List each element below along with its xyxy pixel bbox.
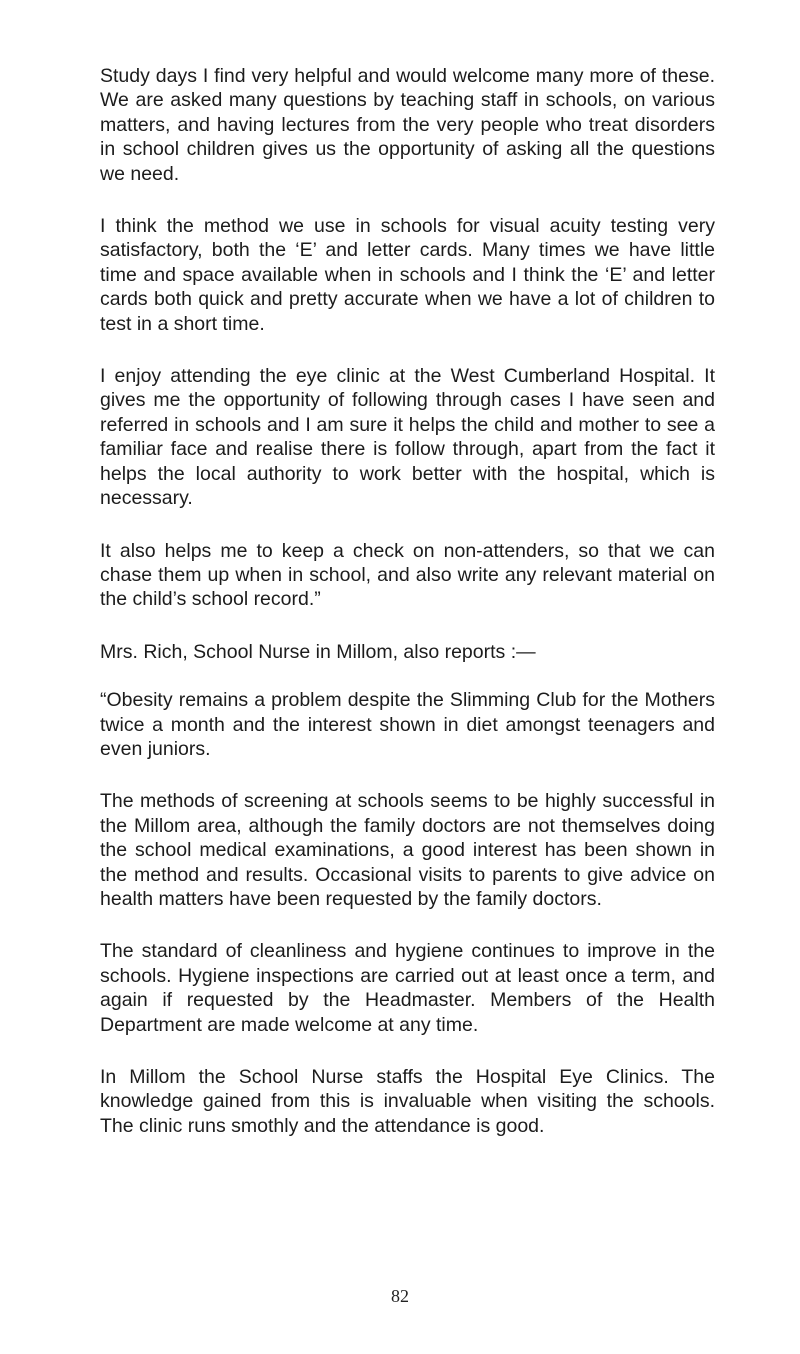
- paragraph-study-days: Study days I find very helpful and would welcome many more of these. We are asked many questions by teaching staff in schools, on various matters, and having lectures from the very people who treat disorders in school children gives us the opportunity of asking all the questions we need.: [100, 65, 715, 185]
- paragraph-eye-clinic: I enjoy attending the eye clinic at the West Cumberland Hospital. It gives me the opportunity of following through cases I have seen and referred in schools and I am sure it helps the child and mother to see a familiar face and realise there is follow through, apart from the fact it helps the local authority to work better with the hospital, which is necessary.: [100, 365, 715, 510]
- paragraph-screening: The methods of screening at schools seems to be highly successful in the Millom area, although the family doctors are not themselves doing the school medical examinations, a good interest has been shown in the method and results. Occasional visits to parents to give advice on health matters have been requested by the family doctors.: [100, 790, 715, 910]
- page-number: 82: [391, 1286, 409, 1306]
- paragraph-obesity: “Obesity remains a problem despite the Slimming Club for the Mothers twice a month and the interest shown in diet amongst teenagers and even juniors.: [100, 689, 715, 760]
- paragraph-hospital-eye-clinics: In Millom the School Nurse staffs the Hospital Eye Clinics. The knowledge gained from this is invaluable when visiting the schools. The clinic runs smothly and the attendance is good.: [100, 1066, 715, 1137]
- paragraph-mrs-rich-intro: Mrs. Rich, School Nurse in Millom, also reports :—: [100, 640, 536, 663]
- document-body: [100, 64, 715, 1166]
- paragraph-cleanliness: The standard of cleanliness and hygiene continues to improve in the schools. Hygiene inspections are carried out at least once a term, and again if requested by the Headmaster. Members of the Health Department are made welcome at any time.: [100, 940, 715, 1036]
- paragraph-visual-acuity: I think the method we use in schools for visual acuity testing very satisfactory, both the ‘E’ and letter cards. Many times we have little time and space available when in schools and I think the ‘E’ and letter cards both quick and pretty accurate when we have a lot of children to test in a short time.: [100, 215, 715, 335]
- paragraph-non-attenders: It also helps me to keep a check on non-attenders, so that we can chase them up when in school, and also write any relevant material on the child’s school record.”: [100, 539, 715, 611]
